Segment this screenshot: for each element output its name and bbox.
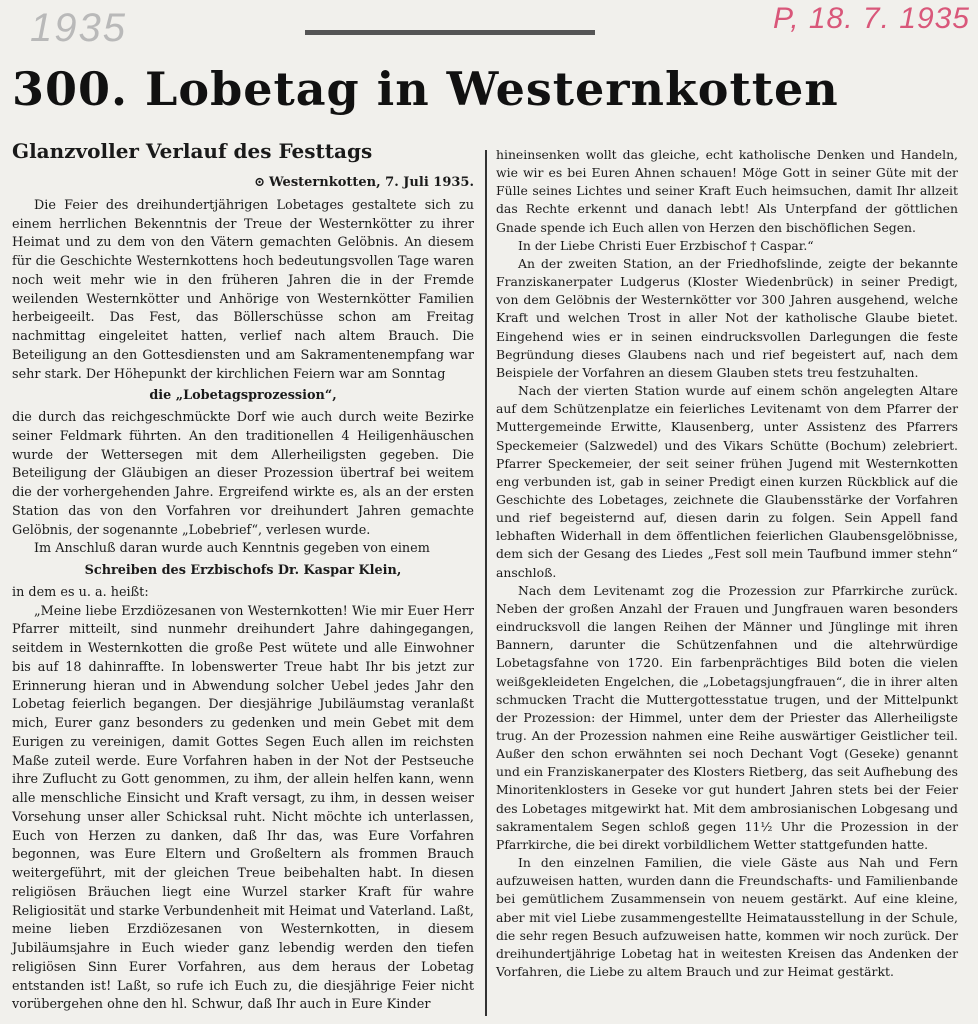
paragraph: „Meine liebe Erzdiözesanen von Westernkotten! Wie mir Euer Herr Pfarrer mitteilt, sind nunmehr dreihundert Jahre dahingegangen, seitdem in Westernkotten die große Pest wütete und alle Einwohner bis auf 18 dahinraffte. In lobenswerter Treue habt Ihr bis jetzt zur Erinnerung hieran und in Abwendung solcher Uebel jedes Jahr den Lobetag feierlich begangen. Der diesjährige Jubiläumstag veranlaßt mich, Eurer ganz besonders zu gedenken und mein Gebet mit dem Eurigen zu vereinigen, damit Gottes Segen Euch allen im reichsten Maße zuteil werde. Eure Vorfahren haben in der Not der Pestseuche ihre Zuflucht zu Gott genommen, zu ihm, der allein helfen kann, wenn alle menschliche Einsicht und Kraft versagt, zu ihm, in dessen weiser Vorsehung unser aller Schicksal ruht. Nicht möchte ich unterlassen, Euch von Herzen zu danken, daß Ihr das, was Eure Vorfahren begonnen, was Eure Eltern und Großeltern als frommen Brauch weitergeführt, mit der gleichen Treue beibehalten habt. In diesen religiösen Bräuchen liegt eine Wurzel starker Kraft für wahre Religiosität und starke Verbundenheit mit Heimat und Vaterland. Laßt, meine lieben Erzdiözesanen von Westernkotten, in diesem Jubiläumsjahre in Euch wieder ganz lebendig werden den tiefen religiösen Sinn Eurer Vorfahren, aus dem heraus der Lobetag entstanden ist! Laßt, so rufe ich Euch zu, die diesjährige Feier nicht vorübergehen ohne den hl. Schwur, daß Ihr auch in Eure Kinder <box>12 603 474 1013</box>
section-heading: die „Lobetagsprozession“, <box>149 388 337 404</box>
handwritten-source-date-note: P, 18. 7. 1935 <box>773 2 970 35</box>
paragraph: In den einzelnen Familien, die viele Gäste aus Nah und Fern aufzuweisen hatten, wurden dann die Freundschafts- und Familienbande bei gemütlichem Zusammensein von neuem gestärkt. Auf eine kleine, aber mit viel Liebe zusammengestellte Heimatausstellung in der Schule, die sehr regen Besuch aufzuweisen hatte, kommen wir noch zurück. Der dreihundertjährige Lobetag hat in weitesten Kreisen das Andenken der Vorfahren, die Liebe zu altem Brauch und zur Heimat gestärkt. <box>496 855 958 980</box>
paragraph: In der Liebe Christi Euer Erzbischof † Caspar.“ <box>518 237 814 253</box>
paragraph: An der zweiten Station, an der Friedhofslinde, zeigte der bekannte Franziskanerpater Ludgerus (Kloster Wiedenbrück) in seiner Predigt, von dem Gelöbnis der Westernkötter vor 300 Jahren ausgehend, welche Kraft und welchen Trost in aller Not der katholische Glaube bietet. Eingehend wies er in seinen eindrucksvollen Darlegungen die feste Begründung dieses Glaubens nach und rief begeistert auf, nach dem Beispiele der Vorfahren an diesem Glauben stets treu festzuhalten. <box>496 255 958 380</box>
paragraph: in dem es u. a. heißt: <box>12 584 149 600</box>
dateline-symbol: ⊙ <box>254 175 266 190</box>
column-divider <box>485 150 487 1016</box>
right-column <box>496 146 958 981</box>
paragraph: Im Anschluß daran wurde auch Kenntnis gegeben von einem <box>34 541 430 557</box>
left-column <box>12 138 474 1015</box>
handwritten-year-note: 1935 <box>30 6 127 50</box>
paragraph: hineinsenken wollt das gleiche, echt katholische Denken und Handeln, wie wir es bei Euren Ahnen schauen! Möge Gott in seiner Güte mit der Fülle seines Lichtes und seiner Kraft Euch heimsuchen, damit Ihr allzeit das Rechte erkennt und danach lebt! Als Unterpfand der göttlichen Gnade spende ich Euch allen von Herzen den bischöflichen Segen. <box>496 147 958 235</box>
paragraph: Die Feier des dreihundertjährigen Lobetages gestaltete sich zu einem herrlichen Bekenntnis der Treue der Westernkötter zu ihrer Heimat und zu dem von den Vätern gemachten Gelöbnis. An diesem für die Geschichte Westernkottens hoch bedeutungsvollen Tage waren noch weit mehr wie in den früheren Jahren die in der Fremde weilenden Westernkötter und Anhörige von Westernkötter Familien herbeigeeilt. Das Fest, das Böllerschüsse schon am Freitag nachmittag eingeleitet hatten, verlief nach altem Brauch. Die Beteiligung an den Gottesdiensten und am Sakramentenempfang war sehr stark. Der Höhepunkt der kirchlichen Feiern war am Sonntag <box>12 197 474 382</box>
dateline <box>12 174 474 193</box>
paragraph: die durch das reichgeschmückte Dorf wie auch durch weite Bezirke seiner Feldmark führten. An den traditionellen 4 Heiligenhäuschen wurde der Wettersegen mit dem Allerheiligsten gegeben. Die Beteiligung der Gläubigen an dieser Prozession übertraf bei weitem die der vorhergehenden Jahre. Ergreifend wirkte es, als an der ersten Station das von den Vorfahren vor dreihundert Jahren gemachte Gelöbnis, der sogenannte „Lobebrief“, verlesen wurde. <box>12 410 474 538</box>
top-rule <box>305 30 595 35</box>
section-heading: Schreiben des Erzbischofs Dr. Kaspar Klein, <box>84 563 402 578</box>
dateline-text: Westernkotten, 7. Juli 1935. <box>269 175 474 190</box>
headline: 300. Lobetag in Westernkotten <box>12 62 839 116</box>
subheadline: Glanzvoller Verlauf des Festtags <box>12 139 373 163</box>
paragraph: Nach der vierten Station wurde auf einem schön angelegten Altare auf dem Schützenplatze ein feierliches Levitenamt von dem Pfarrer der Muttergemeinde Erwitte, Klausenberg, unter Assistenz des Pfarrers Speckemeier (Salzwedel) und des Vikars Schütte (Bochum) zelebriert. Pfarrer Speckemeier, der seit seiner frühen Jugend mit Westernkotten eng verbunden ist, gab in seiner Predigt einen kurzen Rückblick auf die Geschichte des Lobetages, zeichnete die Glaubensstärke der Vorfahren und rief begeisternd auf, diesen darin zu folgen. Sein Appell fand lebhaften Widerhall in dem öffentlichen feierlichen Glaubensgelöbnisse, dem sich der Gesang des Liedes „Fest soll mein Taufbund immer stehn“ anschloß. <box>496 383 958 580</box>
paragraph: Nach dem Levitenamt zog die Prozession zur Pfarrkirche zurück. Neben der großen Anzahl der Frauen und Jungfrauen waren besonders eindrucksvoll die langen Reihen der Männer und Jünglinge mit ihren Bannern, darunter die Schützenfahnen und die altehrwürdige Lobetagsfahne von 1720. Ein farbenprächtiges Bild boten die vielen weißgekleideten Engelchen, die „Lobetagsjungfrauen“, die in ihrer alten schmucken Tracht die Muttergottesstatue trugen, und der Mittelpunkt der Prozession: der Himmel, unter dem der Priester das Allerheiligste trug. An der Prozession nahmen eine Reihe auswärtiger Geistlicher teil. Außer den schon erwähnten sei noch Dechant Vogt (Geseke) genannt und ein Franziskanerpater des Klosters Rietberg, das seit Aufhebung des Minoritenklosters in Geseke vor gut hundert Jahren stets bei der Feier des Lobetages mitgewirkt hat. Mit dem ambrosianischen Lobgesang und sakramentalem Segen schloß gegen 11½ Uhr die Prozession in der Pfarrkirche, die bei direkt vorbildlichem Wetter stattgefunden hatte. <box>496 582 958 852</box>
